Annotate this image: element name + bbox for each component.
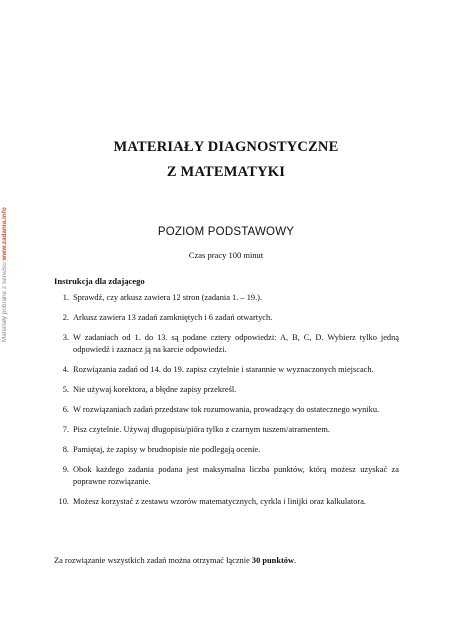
total-points-value: 30 punktów xyxy=(251,556,295,565)
item-number: 4. xyxy=(62,364,69,374)
instructions-list xyxy=(54,292,399,516)
total-points-text: Za rozwiązanie wszystkich zadań można otrzymać łącznie xyxy=(54,556,250,565)
list-item xyxy=(54,384,399,396)
list-item xyxy=(54,444,399,456)
item-number: 2. xyxy=(62,313,69,323)
item-number: 9. xyxy=(62,465,69,475)
level-label: POZIOM PODSTAWOWY xyxy=(157,226,295,238)
item-number: 6. xyxy=(62,404,69,414)
item-number: 5. xyxy=(62,384,69,394)
item-text: Obok każdego zadania podana jest maksymalna liczba punktów, którą możesz uzyskać za poprawne rozwiązanie. xyxy=(73,465,399,486)
list-item xyxy=(54,496,399,508)
title-line-1: MATERIAŁY DIAGNOSTYCZNE xyxy=(113,139,339,155)
item-text: Pamiętaj, że zapisy w brudnopisie nie podlegają ocenie. xyxy=(73,445,261,455)
item-number: 8. xyxy=(62,445,69,455)
list-item xyxy=(54,464,399,487)
item-text: W rozwiązaniach zadań przedstaw tok rozumowania, prowadzący do ostatecznego wyniku. xyxy=(73,404,380,414)
item-text: Nie używaj korektora, a błędne zapisy przekreśl. xyxy=(73,384,237,394)
list-item xyxy=(54,404,399,416)
list-item xyxy=(54,312,399,324)
item-number: 10. xyxy=(58,496,69,506)
list-item xyxy=(54,292,399,304)
total-points-note xyxy=(54,556,296,565)
item-number: 3. xyxy=(62,333,69,343)
item-text: Pisz czytelnie. Używaj długopisu/pióra tylko z czarnym tuszem/atramentem. xyxy=(73,425,330,435)
item-text: Sprawdź, czy arkusz zawiera 12 stron (zadania 1. – 19.). xyxy=(73,293,263,302)
list-item xyxy=(54,332,399,355)
watermark-text: Materiały pobrane z serwisu xyxy=(1,262,8,342)
item-text: Arkusz zawiera 13 zadań zamkniętych i 6 zadań otwartych. xyxy=(73,313,273,323)
item-number: 7. xyxy=(62,425,69,435)
list-item xyxy=(54,424,399,436)
instructions-heading: Instrukcja dla zdającego xyxy=(54,276,145,286)
item-text: Możesz korzystać z zestawu wzorów matematycznych, cyrkla i linijki oraz kalkulatora. xyxy=(73,496,367,506)
total-points-end: . xyxy=(294,556,297,565)
item-number: 1. xyxy=(62,293,69,302)
watermark-url[interactable]: www.zadania.info xyxy=(1,207,8,261)
list-item xyxy=(54,364,399,376)
title-line-2: Z MATEMATYKI xyxy=(166,164,286,180)
item-text: W zadaniach od 1. do 13. są podane cztery odpowiedzi: A, B, C, D. Wybierz tylko jedną odpowiedź i zaznacz ją na karcie odpowiedzi. xyxy=(73,333,399,354)
time-label: Czas pracy 100 minut xyxy=(188,250,264,260)
item-text: Rozwiązania zadań od 14. do 19. zapisz czytelnie i starannie w wyznaczonych miejscach. xyxy=(73,364,374,374)
